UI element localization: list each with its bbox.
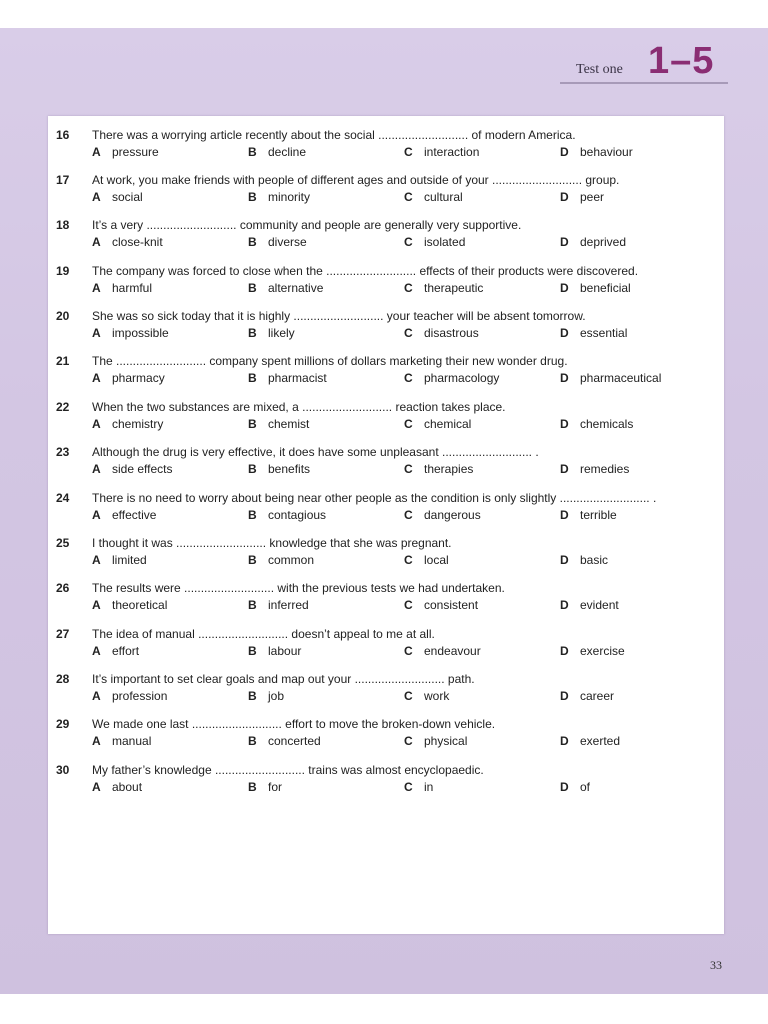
option-c[interactable] — [404, 371, 499, 385]
option-letter: D — [560, 553, 569, 567]
option-letter: A — [92, 689, 101, 703]
option-text: social — [112, 190, 143, 204]
option-text: local — [424, 553, 449, 567]
option-text: common — [268, 553, 315, 567]
option-text: therapies — [424, 462, 474, 476]
question-text: There is no need to worry about being near other people as the condition is only slightly ........................... . — [92, 491, 657, 505]
option-d[interactable] — [560, 462, 629, 476]
question-text: Although the drug is very effective, it does have some unpleasant ........................... . — [92, 445, 539, 459]
option-c[interactable] — [404, 145, 479, 159]
option-letter: A — [92, 235, 101, 249]
option-a[interactable] — [92, 462, 172, 476]
option-text: of — [580, 780, 591, 794]
option-c[interactable] — [404, 689, 449, 703]
option-text: exerted — [580, 734, 621, 748]
option-b[interactable] — [248, 553, 314, 567]
option-letter: B — [248, 235, 257, 249]
option-letter: B — [248, 598, 257, 612]
option-letter: D — [560, 281, 569, 295]
option-letter: D — [560, 598, 569, 612]
option-text: basic — [580, 553, 609, 567]
option-letter: B — [248, 508, 257, 522]
option-b[interactable] — [248, 462, 310, 476]
question-number: 22 — [56, 400, 70, 414]
option-letter: A — [92, 553, 101, 567]
question-22 — [48, 400, 724, 440]
option-text: chemistry — [112, 417, 164, 431]
option-letter: C — [404, 689, 413, 703]
option-b[interactable] — [248, 281, 323, 295]
option-letter: C — [404, 553, 413, 567]
option-text: about — [112, 780, 143, 794]
option-text: beneficial — [580, 281, 631, 295]
option-text: in — [424, 780, 434, 794]
option-b[interactable] — [248, 190, 310, 204]
option-letter: B — [248, 553, 257, 567]
option-b[interactable] — [248, 508, 326, 522]
option-letter: A — [92, 417, 101, 431]
question-17 — [48, 173, 724, 213]
option-a[interactable] — [92, 553, 147, 567]
option-c[interactable] — [404, 598, 478, 612]
option-b[interactable] — [248, 780, 282, 794]
option-letter: B — [248, 734, 257, 748]
option-d[interactable] — [560, 417, 633, 431]
option-letter: A — [92, 644, 101, 658]
option-text: labour — [268, 644, 302, 658]
option-letter: B — [248, 326, 257, 340]
option-letter: A — [92, 508, 101, 522]
page-number: 33 — [710, 958, 722, 972]
option-c[interactable] — [404, 190, 463, 204]
option-letter: A — [92, 780, 101, 794]
test-label: Test one — [576, 62, 623, 77]
option-a[interactable] — [92, 281, 152, 295]
question-27 — [48, 627, 724, 667]
option-letter: D — [560, 644, 569, 658]
option-text: likely — [268, 326, 295, 340]
question-number: 19 — [56, 264, 70, 278]
option-letter: A — [92, 326, 101, 340]
option-letter: A — [92, 734, 101, 748]
option-letter: B — [248, 371, 257, 385]
option-d[interactable] — [560, 644, 625, 658]
test-code: 1–5 — [648, 40, 715, 82]
question-number: 25 — [56, 536, 70, 550]
question-text: It’s a very ........................... community and people are generally very supportive. — [92, 218, 522, 232]
question-number: 18 — [56, 218, 70, 232]
option-text: terrible — [580, 508, 617, 522]
option-c[interactable] — [404, 281, 483, 295]
option-text: work — [424, 689, 450, 703]
question-25 — [48, 536, 724, 576]
option-c[interactable] — [404, 508, 481, 522]
option-text: essential — [580, 326, 628, 340]
question-19 — [48, 264, 724, 304]
option-letter: C — [404, 417, 413, 431]
option-c[interactable] — [404, 235, 465, 249]
option-d[interactable] — [560, 145, 633, 159]
option-letter: D — [560, 145, 569, 159]
option-text: exercise — [580, 644, 625, 658]
option-c[interactable] — [404, 780, 433, 794]
option-d[interactable] — [560, 780, 590, 794]
option-b[interactable] — [248, 689, 284, 703]
option-letter: C — [404, 371, 413, 385]
option-letter: B — [248, 190, 257, 204]
question-text: The results were ........................... with the previous tests we had undertaken. — [92, 581, 505, 595]
option-text: manual — [112, 734, 152, 748]
question-29 — [48, 717, 724, 757]
option-letter: D — [560, 235, 569, 249]
option-letter: D — [560, 734, 569, 748]
question-text: The ........................... company spent millions of dollars marketing their new wonder drug. — [92, 354, 568, 368]
option-text: pharmacology — [424, 371, 500, 385]
option-text: effective — [112, 508, 157, 522]
option-text: pharmaceutical — [580, 371, 662, 385]
option-text: for — [268, 780, 283, 794]
option-letter: D — [560, 508, 569, 522]
question-text: It’s important to set clear goals and map out your ........................... path. — [92, 672, 475, 686]
option-text: therapeutic — [424, 281, 484, 295]
question-number: 17 — [56, 173, 70, 187]
option-a[interactable] — [92, 734, 151, 748]
question-number: 29 — [56, 717, 70, 731]
option-letter: C — [404, 281, 413, 295]
option-a[interactable] — [92, 508, 156, 522]
option-letter: C — [404, 190, 413, 204]
question-text: We made one last ........................... effort to move the broken-down vehicle. — [92, 717, 496, 731]
option-a[interactable] — [92, 644, 139, 658]
option-text: job — [268, 689, 285, 703]
option-a[interactable] — [92, 145, 159, 159]
option-text: benefits — [268, 462, 311, 476]
option-letter: D — [560, 326, 569, 340]
option-text: career — [580, 689, 615, 703]
option-letter: A — [92, 145, 101, 159]
option-text: behaviour — [580, 145, 633, 159]
option-c[interactable] — [404, 553, 449, 567]
option-text: decline — [268, 145, 307, 159]
question-text: The idea of manual ........................... doesn’t appeal to me at all. — [92, 627, 435, 641]
option-text: deprived — [580, 235, 627, 249]
option-letter: C — [404, 326, 413, 340]
option-text: profession — [112, 689, 168, 703]
option-letter: A — [92, 462, 101, 476]
option-c[interactable] — [404, 417, 471, 431]
question-number: 21 — [56, 354, 70, 368]
option-letter: D — [560, 780, 569, 794]
option-d[interactable] — [560, 553, 608, 567]
option-letter: C — [404, 235, 413, 249]
question-16 — [48, 128, 724, 168]
option-letter: D — [560, 689, 569, 703]
option-letter: D — [560, 417, 569, 431]
option-text: remedies — [580, 462, 630, 476]
question-text: The company was forced to close when the ........................... effects of their products were discovered. — [92, 264, 639, 278]
option-text: consistent — [424, 598, 479, 612]
option-text: alternative — [268, 281, 324, 295]
option-d[interactable] — [560, 734, 620, 748]
option-text: chemist — [268, 417, 310, 431]
option-letter: B — [248, 417, 257, 431]
question-text: She was so sick today that it is highly ........................... your teacher will be absent tomorrow. — [92, 309, 586, 323]
option-letter: B — [248, 780, 257, 794]
question-text: At work, you make friends with people of different ages and outside of your ........................... group. — [92, 173, 620, 187]
option-a[interactable] — [92, 417, 163, 431]
option-text: minority — [268, 190, 311, 204]
question-23 — [48, 445, 724, 485]
option-letter: C — [404, 462, 413, 476]
option-text: close-knit — [112, 235, 163, 249]
option-d[interactable] — [560, 190, 604, 204]
question-28 — [48, 672, 724, 712]
option-text: cultural — [424, 190, 463, 204]
option-letter: C — [404, 508, 413, 522]
option-letter: C — [404, 780, 413, 794]
option-d[interactable] — [560, 281, 631, 295]
question-21 — [48, 354, 724, 394]
question-text: When the two substances are mixed, a ........................... reaction takes place. — [92, 400, 506, 414]
option-text: pressure — [112, 145, 159, 159]
option-letter: D — [560, 371, 569, 385]
option-a[interactable] — [92, 235, 163, 249]
option-text: contagious — [268, 508, 327, 522]
option-letter: C — [404, 145, 413, 159]
option-letter: A — [92, 598, 101, 612]
option-c[interactable] — [404, 326, 479, 340]
option-letter: A — [92, 281, 101, 295]
option-d[interactable] — [560, 598, 619, 612]
option-text: impossible — [112, 326, 169, 340]
option-letter: B — [248, 145, 257, 159]
option-text: theoretical — [112, 598, 168, 612]
option-d[interactable] — [560, 371, 661, 385]
option-b[interactable] — [248, 326, 295, 340]
option-letter: A — [92, 371, 101, 385]
option-d[interactable] — [560, 508, 617, 522]
question-number: 16 — [56, 128, 70, 142]
option-text: physical — [424, 734, 468, 748]
question-20 — [48, 309, 724, 349]
option-a[interactable] — [92, 190, 143, 204]
option-letter: D — [560, 190, 569, 204]
option-d[interactable] — [560, 326, 627, 340]
question-30 — [48, 763, 724, 803]
option-text: harmful — [112, 281, 153, 295]
option-letter: B — [248, 644, 257, 658]
option-letter: C — [404, 644, 413, 658]
option-letter: B — [248, 281, 257, 295]
option-text: pharmacy — [112, 371, 165, 385]
option-b[interactable] — [248, 734, 321, 748]
option-a[interactable] — [92, 689, 167, 703]
option-a[interactable] — [92, 598, 167, 612]
option-letter: C — [404, 598, 413, 612]
option-text: diverse — [268, 235, 307, 249]
option-b[interactable] — [248, 598, 309, 612]
question-number: 30 — [56, 763, 70, 777]
option-text: concerted — [268, 734, 321, 748]
option-a[interactable] — [92, 371, 165, 385]
option-b[interactable] — [248, 644, 301, 658]
option-text: chemicals — [580, 417, 634, 431]
option-text: effort — [112, 644, 140, 658]
option-letter: B — [248, 689, 257, 703]
question-number: 24 — [56, 491, 70, 505]
option-letter: A — [92, 190, 101, 204]
question-26 — [48, 581, 724, 621]
option-letter: C — [404, 734, 413, 748]
option-text: side effects — [112, 462, 173, 476]
question-24 — [48, 491, 724, 531]
option-text: peer — [580, 190, 605, 204]
option-text: inferred — [268, 598, 309, 612]
option-d[interactable] — [560, 689, 614, 703]
option-b[interactable] — [248, 417, 309, 431]
option-b[interactable] — [248, 145, 306, 159]
option-text: interaction — [424, 145, 480, 159]
option-letter: D — [560, 462, 569, 476]
option-c[interactable] — [404, 734, 467, 748]
option-text: limited — [112, 553, 147, 567]
option-a[interactable] — [92, 326, 169, 340]
option-text: dangerous — [424, 508, 481, 522]
option-c[interactable] — [404, 644, 481, 658]
question-text: I thought it was ........................... knowledge that she was pregnant. — [92, 536, 452, 550]
question-18 — [48, 218, 724, 258]
option-d[interactable] — [560, 235, 626, 249]
option-a[interactable] — [92, 780, 142, 794]
option-b[interactable] — [248, 235, 307, 249]
option-text: evident — [580, 598, 619, 612]
option-b[interactable] — [248, 371, 327, 385]
question-number: 23 — [56, 445, 70, 459]
option-c[interactable] — [404, 462, 473, 476]
option-text: endeavour — [424, 644, 481, 658]
option-text: chemical — [424, 417, 472, 431]
option-text: isolated — [424, 235, 466, 249]
question-text: My father’s knowledge ........................... trains was almost encyclopaedic. — [92, 763, 484, 777]
option-text: disastrous — [424, 326, 479, 340]
question-number: 27 — [56, 627, 70, 641]
question-number: 28 — [56, 672, 70, 686]
option-text: pharmacist — [268, 371, 327, 385]
question-number: 26 — [56, 581, 70, 595]
question-text: There was a worrying article recently about the social ........................... of modern America. — [92, 128, 576, 142]
option-letter: B — [248, 462, 257, 476]
question-sheet — [48, 116, 724, 934]
question-number: 20 — [56, 309, 70, 323]
